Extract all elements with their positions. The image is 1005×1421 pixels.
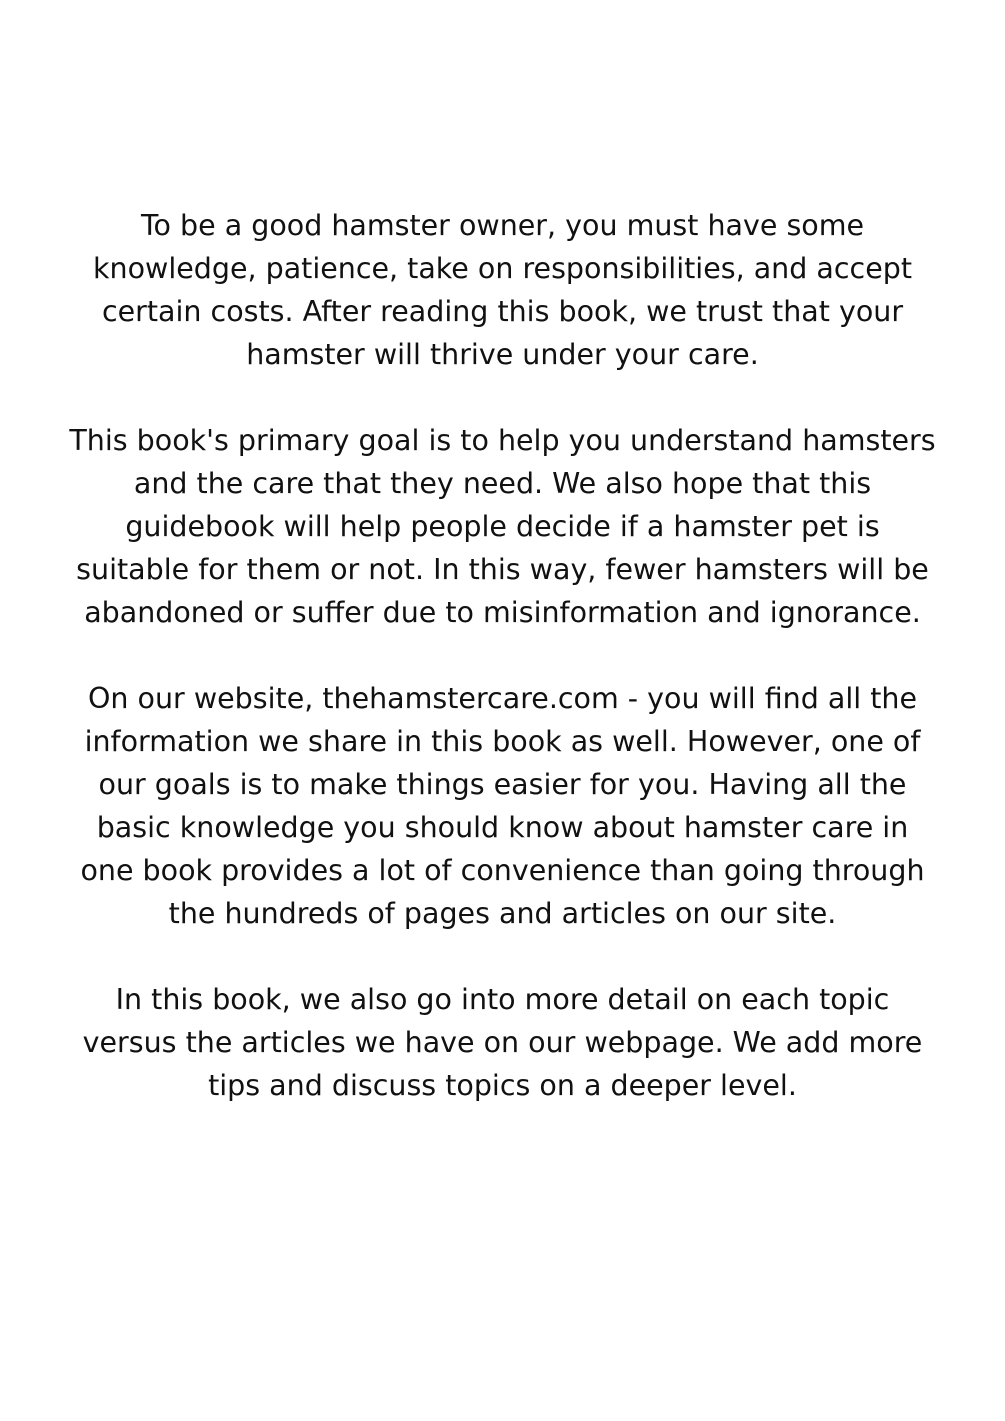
text-line: In this book, we also go into more detail on each topic <box>115 983 890 1016</box>
text-line: basic knowledge you should know about hamster care in <box>96 811 909 844</box>
paragraph-4 <box>40 978 965 1107</box>
text-line: tips and discuss topics on a deeper level. <box>208 1069 797 1102</box>
text-line: knowledge, patience, take on responsibilities, and accept <box>93 252 912 285</box>
paragraph-3 <box>40 677 965 935</box>
text-line: suitable for them or not. In this way, fewer hamsters will be <box>76 553 929 586</box>
text-line: guidebook will help people decide if a hamster pet is <box>125 510 880 543</box>
text-line: one book provides a lot of convenience than going through <box>80 854 925 887</box>
paragraph-2 <box>40 419 965 634</box>
text-line: certain costs. After reading this book, we trust that your <box>101 295 904 328</box>
text-line: versus the articles we have on our webpage. We add more <box>82 1026 923 1059</box>
paragraph-1 <box>40 204 965 376</box>
text-line: information we share in this book as well. However, one of <box>84 725 921 758</box>
text-line: and the care that they need. We also hope that this <box>133 467 872 500</box>
text-line: hamster will thrive under your care. <box>246 338 759 371</box>
text-line: This book's primary goal is to help you understand hamsters <box>69 424 936 457</box>
text-line: On our website, thehamstercare.com - you will find all the <box>87 682 917 715</box>
text-line: our goals is to make things easier for you. Having all the <box>98 768 907 801</box>
page-body <box>40 204 965 1150</box>
text-line: abandoned or suffer due to misinformation and ignorance. <box>84 596 921 629</box>
text-line: To be a good hamster owner, you must have some <box>140 209 865 242</box>
text-line: the hundreds of pages and articles on our site. <box>168 897 837 930</box>
